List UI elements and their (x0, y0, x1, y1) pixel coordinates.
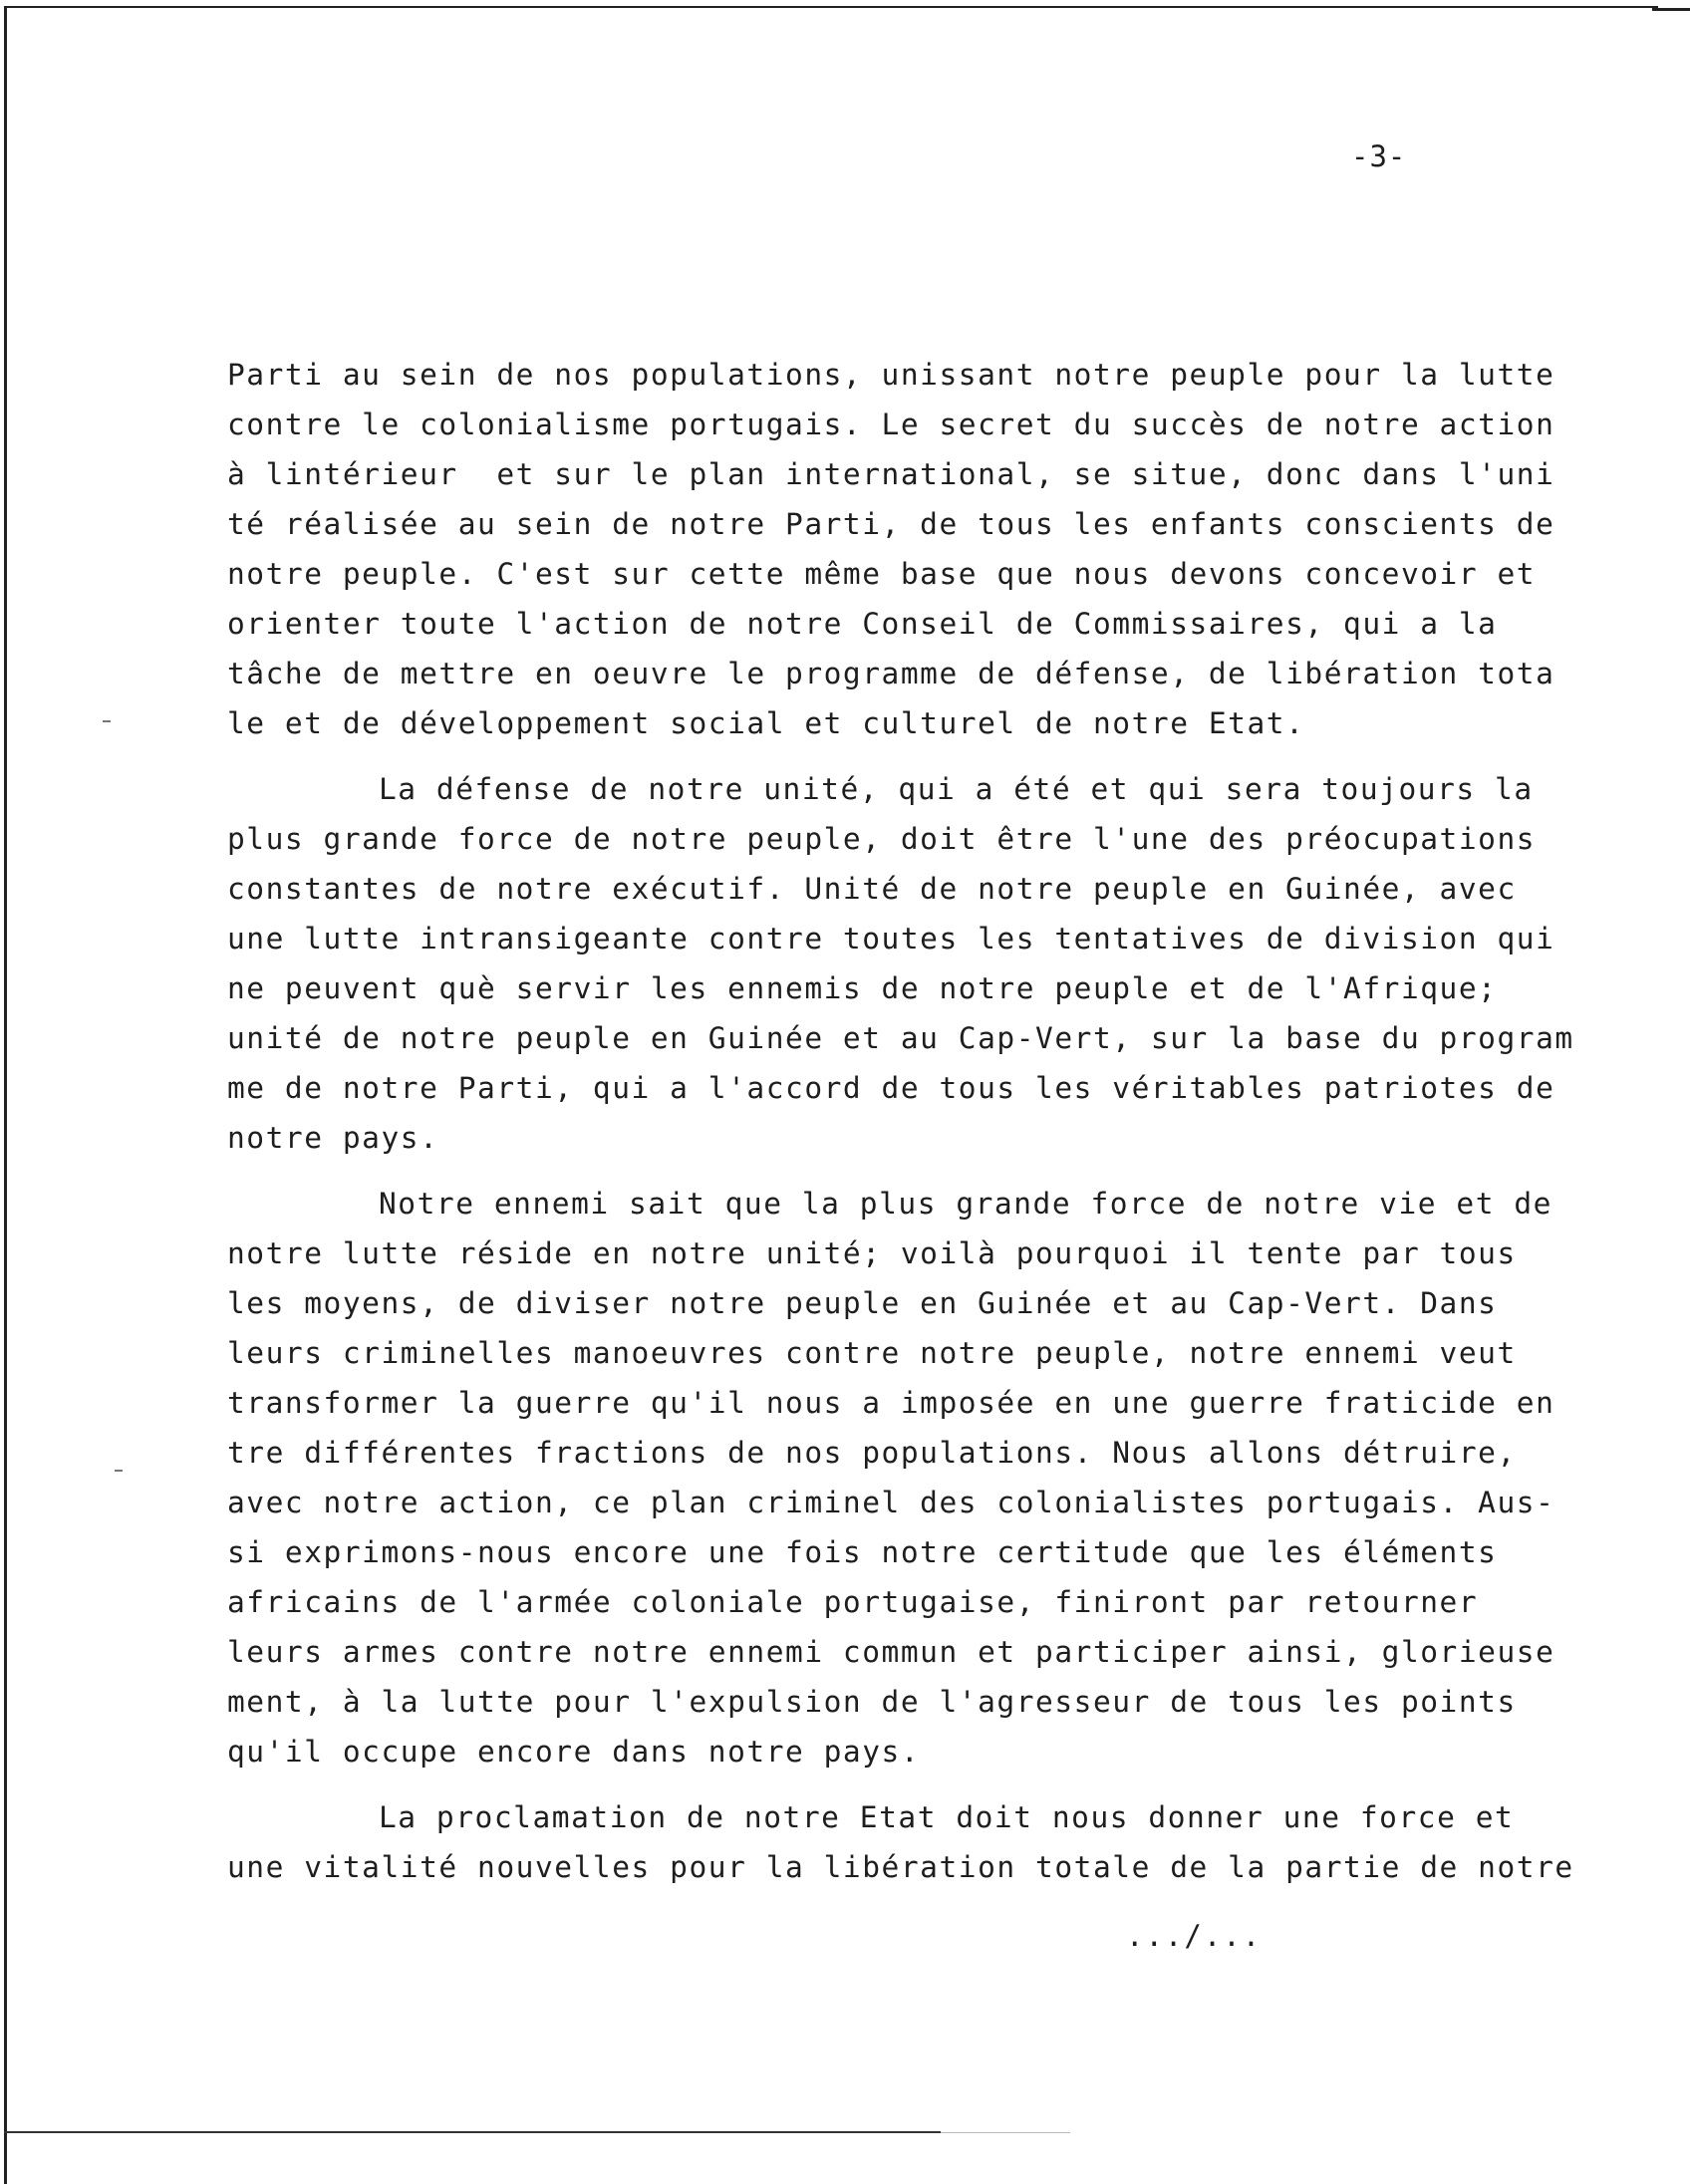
text-line: orienter toute l'action de notre Conseil de Commissaires, qui a la (227, 607, 1498, 641)
text-line: une vitalité nouvelles pour la libération totale de la partie de notre (227, 1850, 1574, 1884)
text-line: si exprimons-nous encore une fois notre certitude que les éléments (227, 1535, 1498, 1569)
text-line: té réalisée au sein de notre Parti, de tous les enfants conscients de (227, 507, 1555, 541)
paragraph-3 (227, 1179, 1602, 1776)
paragraph-1 (227, 350, 1602, 748)
text-line: transformer la guerre qu'il nous a imposée en une guerre fraticide en (227, 1386, 1555, 1420)
text-line: notre peuple. C'est sur cette même base que nous devons concevoir et (227, 557, 1537, 591)
text-line: me de notre Parti, qui a l'accord de tous les véritables patriotes de (227, 1071, 1555, 1105)
text-line: Parti au sein de nos populations, unissant notre peuple pour la lutte (227, 358, 1555, 392)
text-line: plus grande force de notre peuple, doit être l'une des préocupations (227, 822, 1537, 856)
text-line: africains de l'armée coloniale portugaise, finiront par retourner (227, 1585, 1479, 1619)
text-line: Notre ennemi sait que la plus grande force de notre vie et de (379, 1187, 1552, 1221)
text-line: les moyens, de diviser notre peuple en Guinée et au Cap-Vert. Dans (227, 1286, 1498, 1320)
text-line: notre lutte réside en notre unité; voilà pourquoi il tente par tous (227, 1236, 1517, 1270)
scan-border-bottom (4, 2131, 941, 2133)
scan-border-bottom-faint (941, 2132, 1070, 2133)
body-text (227, 350, 1602, 1892)
text-line: tre différentes fractions de nos populations. Nous allons détruire, (227, 1436, 1517, 1470)
text-line: le et de développement social et culturel de notre Etat. (227, 706, 1305, 740)
continuation-mark: .../... (1126, 1919, 1263, 1953)
paragraph-2 (227, 764, 1602, 1163)
text-line: La proclamation de notre Etat doit nous donner une force et (379, 1800, 1515, 1834)
text-line: unité de notre peuple en Guinée et au Cap-Vert, sur la base du program (227, 1021, 1574, 1055)
text-line: notre pays. (227, 1121, 439, 1155)
text-line: ment, à la lutte pour l'expulsion de l'agresseur de tous les points (227, 1685, 1517, 1719)
text-line: à lintérieur et sur le plan international, se situe, donc dans l'uni (227, 457, 1555, 491)
scan-speck (103, 720, 111, 722)
text-line: ne peuvent què servir les ennemis de notre peuple et de l'Afrique; (227, 971, 1498, 1005)
page-number: -3- (1351, 139, 1407, 173)
text-line: contre le colonialisme portugais. Le secret du succès de notre action (227, 408, 1555, 441)
text-line: La défense de notre unité, qui a été et qui sera toujours la (379, 772, 1534, 806)
text-line: constantes de notre exécutif. Unité de notre peuple en Guinée, avec (227, 872, 1517, 906)
text-line: tâche de mettre en oeuvre le programme de défense, de libération tota (227, 657, 1555, 690)
text-line: une lutte intransigeante contre toutes les tentatives de division qui (227, 922, 1555, 956)
text-line: avec notre action, ce plan criminel des colonialistes portugais. Aus- (227, 1486, 1555, 1519)
paragraph-4 (227, 1792, 1602, 1892)
text-line: qu'il occupe encore dans notre pays. (227, 1735, 921, 1769)
scan-border-top (4, 6, 1658, 8)
text-line: leurs armes contre notre ennemi commun et participer ainsi, glorieuse (227, 1635, 1555, 1669)
scan-border-left (4, 6, 7, 2184)
scan-speck (115, 1470, 123, 1472)
text-line: leurs criminelles manoeuvres contre notre peuple, notre ennemi veut (227, 1336, 1517, 1370)
scan-border-top-right (1652, 8, 1690, 11)
